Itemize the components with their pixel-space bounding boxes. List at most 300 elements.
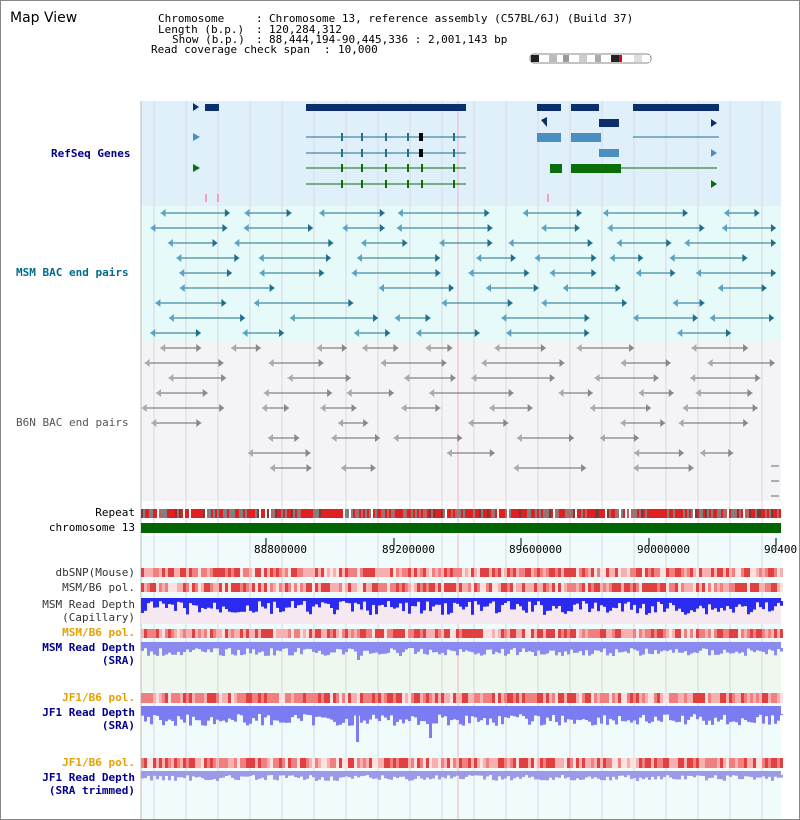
repeat-block xyxy=(635,509,637,518)
pol-mark xyxy=(600,693,603,703)
depth-bar xyxy=(516,648,519,655)
repeat-block xyxy=(477,509,479,518)
depth-bar xyxy=(495,648,498,652)
depth-bar xyxy=(738,601,741,604)
pol-mark xyxy=(498,583,501,592)
depth-bar xyxy=(291,714,294,717)
pol-mark xyxy=(582,758,585,768)
pol-mark xyxy=(618,693,621,703)
depth-bar xyxy=(222,714,225,721)
pol-mark xyxy=(732,629,735,638)
pol-mark xyxy=(228,758,231,768)
dbsnp-mark xyxy=(423,568,426,577)
depth-bar xyxy=(315,775,318,781)
pol-mark xyxy=(771,629,774,638)
dbsnp-mark xyxy=(630,568,633,577)
pol-mark xyxy=(342,758,345,768)
pol-mark xyxy=(273,583,276,592)
depth-bar xyxy=(648,648,651,654)
dbsnp-mark xyxy=(711,568,714,577)
repeat-block xyxy=(365,509,367,518)
gene-exon xyxy=(341,180,343,188)
dbsnp-mark xyxy=(759,568,762,577)
pol-mark xyxy=(627,629,630,638)
depth-bar xyxy=(747,601,750,614)
depth-bar xyxy=(231,775,234,778)
dbsnp-mark xyxy=(645,568,648,577)
depth-bar xyxy=(432,648,435,652)
depth-bar xyxy=(204,648,207,652)
depth-bar xyxy=(195,775,198,777)
repeat-block xyxy=(519,509,521,518)
pol-mark xyxy=(747,758,750,768)
depth-bar xyxy=(168,601,171,604)
dbsnp-mark xyxy=(171,568,174,577)
depth-bar xyxy=(201,601,204,608)
pol-mark xyxy=(504,758,507,768)
repeat-block xyxy=(219,509,221,518)
depth-bar xyxy=(654,714,657,717)
depth-bar xyxy=(621,775,624,776)
pol-mark xyxy=(483,583,486,592)
pol-mark xyxy=(738,629,741,638)
depth-bar xyxy=(177,601,180,602)
repeat-block xyxy=(701,509,703,518)
pol-mark xyxy=(576,583,579,592)
pol-mark xyxy=(516,629,519,638)
depth-bar xyxy=(639,601,642,608)
depth-bar xyxy=(474,714,477,717)
dbsnp-mark xyxy=(507,568,510,577)
depth-bar xyxy=(612,601,615,608)
depth-bar xyxy=(423,648,426,654)
depth-bar xyxy=(453,601,456,603)
depth-bar xyxy=(486,775,489,777)
pol-mark xyxy=(258,758,261,768)
pol-mark xyxy=(486,629,489,638)
depth-bar xyxy=(585,601,588,604)
repeat-block xyxy=(143,509,145,518)
repeat-block xyxy=(263,509,265,518)
depth-bar xyxy=(306,714,309,715)
pol-mark xyxy=(510,693,513,703)
depth-bar xyxy=(312,648,315,652)
depth-bar xyxy=(513,714,516,716)
depth-bar xyxy=(633,714,636,720)
pol-mark xyxy=(282,629,285,638)
pol-mark xyxy=(666,583,669,592)
depth-bar xyxy=(327,648,330,655)
pol-mark xyxy=(750,583,753,592)
depth-bar xyxy=(213,714,216,724)
pol-mark xyxy=(345,629,348,638)
pol-mark xyxy=(750,758,753,768)
pol-mark xyxy=(291,693,294,703)
pol-mark xyxy=(459,693,462,703)
depth-bar xyxy=(342,775,345,777)
depth-bar xyxy=(372,601,375,605)
repeat-block xyxy=(269,509,271,518)
pol-mark xyxy=(378,693,381,703)
dbsnp-mark xyxy=(366,568,369,577)
pol-mark xyxy=(651,758,654,768)
pol-mark xyxy=(684,693,687,703)
depth-bar xyxy=(462,648,465,652)
pol-mark xyxy=(486,583,489,592)
ideogram-band xyxy=(634,55,642,62)
repeat-block xyxy=(267,509,269,518)
dbsnp-mark xyxy=(606,568,609,577)
depth-bar xyxy=(264,714,267,717)
depth-bar xyxy=(267,601,270,603)
depth-bar xyxy=(573,648,576,653)
depth-bar xyxy=(768,714,771,725)
pol-mark xyxy=(750,629,753,638)
pol-mark xyxy=(693,583,696,592)
depth-bar xyxy=(669,714,672,720)
pol-mark xyxy=(288,629,291,638)
dbsnp-mark xyxy=(234,568,237,577)
pol-mark xyxy=(531,693,534,703)
depth-bar xyxy=(213,601,216,603)
depth-bar xyxy=(384,648,387,654)
pol-mark xyxy=(675,758,678,768)
pol-mark xyxy=(567,693,570,703)
depth-bar xyxy=(447,714,450,725)
dbsnp-mark xyxy=(405,568,408,577)
pol-mark xyxy=(609,629,612,638)
depth-bar xyxy=(702,601,705,608)
pol-mark xyxy=(636,693,639,703)
pol-mark xyxy=(555,583,558,592)
depth-bar xyxy=(216,775,219,781)
pol-mark xyxy=(660,693,663,703)
dbsnp-mark xyxy=(738,568,741,577)
pol-mark xyxy=(441,693,444,703)
depth-bar xyxy=(465,714,468,716)
depth-bar xyxy=(654,775,657,779)
pol-mark xyxy=(360,758,363,768)
depth-bar xyxy=(324,714,327,718)
pol-mark xyxy=(393,693,396,703)
depth-bar xyxy=(720,601,723,608)
pol-mark xyxy=(357,583,360,592)
repeat-block xyxy=(277,509,279,518)
repeat-block xyxy=(201,509,203,518)
dbsnp-mark xyxy=(687,568,690,577)
dbsnp-mark xyxy=(744,568,747,577)
depth-bar xyxy=(531,601,534,612)
depth-bar xyxy=(408,601,411,614)
depth-bar xyxy=(405,648,408,649)
pol-mark xyxy=(342,693,345,703)
depth-bar xyxy=(699,714,702,717)
jf1-read-depth-sra-label: JF1 Read Depth xyxy=(42,706,135,719)
pol-mark xyxy=(429,693,432,703)
repeat-block xyxy=(305,509,307,518)
dbsnp-mark xyxy=(291,568,294,577)
pol-mark xyxy=(393,629,396,638)
repeat-block xyxy=(763,509,765,518)
depth-base xyxy=(141,706,781,714)
pol-mark xyxy=(603,583,606,592)
depth-bar xyxy=(741,601,744,607)
dbsnp-mark xyxy=(588,568,591,577)
depth-bar xyxy=(570,775,573,780)
pol-mark xyxy=(468,629,471,638)
pol-mark xyxy=(774,758,777,768)
depth-bar xyxy=(330,714,333,720)
repeat-block xyxy=(161,509,163,518)
pol-mark xyxy=(756,583,759,592)
gene-exon xyxy=(385,164,387,172)
depth-bar xyxy=(597,775,600,779)
pol-mark xyxy=(672,629,675,638)
pol-mark xyxy=(579,583,582,592)
depth-bar xyxy=(594,601,597,603)
depth-bar xyxy=(360,775,363,776)
axis-tick-label: 90000000 xyxy=(637,543,690,556)
pol-mark xyxy=(270,758,273,768)
depth-bar xyxy=(606,601,609,613)
pol-mark xyxy=(684,583,687,592)
pol-mark xyxy=(369,583,372,592)
depth-bar xyxy=(273,714,276,720)
pol-mark xyxy=(627,583,630,592)
depth-bar xyxy=(552,648,555,651)
repeat-block xyxy=(431,509,433,518)
coverage-label: Read coverage check span xyxy=(151,43,310,56)
gene-feature xyxy=(205,104,219,111)
pol-mark xyxy=(225,583,228,592)
depth-bar xyxy=(291,648,294,655)
pol-mark xyxy=(321,693,324,703)
pol-mark xyxy=(405,629,408,638)
pol-mark xyxy=(330,758,333,768)
pol-mark xyxy=(372,629,375,638)
pol-mark xyxy=(594,758,597,768)
pol-mark xyxy=(450,583,453,592)
depth-bar xyxy=(219,775,222,778)
repeat-block xyxy=(335,509,337,518)
repeat-block xyxy=(311,509,313,518)
pol-mark xyxy=(324,583,327,592)
pol-mark xyxy=(663,583,666,592)
pol-mark xyxy=(363,693,366,703)
pol-mark xyxy=(306,693,309,703)
pol-mark xyxy=(543,693,546,703)
pol-mark xyxy=(309,583,312,592)
dbsnp-mark xyxy=(555,568,558,577)
depth-bar xyxy=(711,714,714,725)
pol-mark xyxy=(147,758,150,768)
pol-mark xyxy=(486,693,489,703)
pol-mark xyxy=(744,583,747,592)
axis-tick-label: 90400 xyxy=(764,543,798,556)
pol-mark xyxy=(516,693,519,703)
repeat-block xyxy=(359,509,361,518)
depth-bar xyxy=(219,648,222,655)
depth-bar xyxy=(198,601,201,612)
pol-mark xyxy=(711,693,714,703)
pol-mark xyxy=(753,693,756,703)
gene-feature xyxy=(550,164,562,173)
depth-bar xyxy=(168,714,171,720)
pol-mark xyxy=(315,693,318,703)
pol-mark xyxy=(651,583,654,592)
depth-bar xyxy=(642,601,645,604)
depth-bar xyxy=(288,714,291,723)
depth-bar xyxy=(357,775,360,777)
depth-bar xyxy=(657,648,660,654)
pol-mark xyxy=(396,758,399,768)
depth-bar xyxy=(741,648,744,652)
depth-bar xyxy=(759,714,762,715)
pol-mark xyxy=(609,758,612,768)
depth-bar xyxy=(762,714,765,724)
dbsnp-mark xyxy=(621,568,624,577)
repeat-block xyxy=(313,509,315,518)
pol-mark xyxy=(465,758,468,768)
repeat-block xyxy=(417,509,419,518)
pol-mark xyxy=(234,583,237,592)
pol-mark xyxy=(672,693,675,703)
depth-bar xyxy=(315,648,318,653)
pol-mark xyxy=(624,758,627,768)
depth-bar xyxy=(225,648,228,649)
depth-bar xyxy=(294,648,297,652)
depth-bar xyxy=(564,714,567,722)
pol-mark xyxy=(741,693,744,703)
depth-bar xyxy=(255,601,258,612)
depth-bar xyxy=(183,775,186,778)
depth-bar xyxy=(765,601,768,602)
dbsnp-mark xyxy=(225,568,228,577)
depth-bar xyxy=(651,714,654,722)
depth-bar xyxy=(705,775,708,780)
repeat-block xyxy=(433,509,435,518)
depth-bar xyxy=(177,714,180,716)
dbsnp-mark xyxy=(354,568,357,577)
repeat-block xyxy=(447,509,449,518)
pol-mark xyxy=(726,629,729,638)
pol-mark xyxy=(750,693,753,703)
pol-mark xyxy=(183,758,186,768)
dbsnp-mark xyxy=(165,568,168,577)
pol-mark xyxy=(753,583,756,592)
repeat-block xyxy=(739,509,741,518)
repeat-block xyxy=(265,509,267,518)
depth-bar xyxy=(717,714,720,722)
repeat-block xyxy=(557,509,559,518)
dbsnp-mark xyxy=(255,568,258,577)
pol-mark xyxy=(525,758,528,768)
depth-bar xyxy=(414,648,417,654)
repeat-block xyxy=(403,509,405,518)
pol-mark xyxy=(318,693,321,703)
depth-bar xyxy=(681,601,684,612)
pol-mark xyxy=(435,629,438,638)
repeat-block xyxy=(513,509,515,518)
pol-mark xyxy=(219,758,222,768)
depth-bar xyxy=(654,601,657,612)
depth-bar xyxy=(441,775,444,777)
dbsnp-mark xyxy=(504,568,507,577)
depth-bar xyxy=(222,775,225,778)
pol-mark xyxy=(360,693,363,703)
depth-bar xyxy=(765,775,768,779)
pol-mark xyxy=(582,583,585,592)
pol-mark xyxy=(735,583,738,592)
depth-bar xyxy=(546,714,549,718)
depth-bar xyxy=(759,648,762,651)
pol-mark xyxy=(312,758,315,768)
dbsnp-mark xyxy=(411,568,414,577)
dbsnp-mark xyxy=(462,568,465,577)
pol-mark xyxy=(621,629,624,638)
depth-bar xyxy=(669,601,672,603)
dbsnp-mark xyxy=(663,568,666,577)
pol-mark xyxy=(561,693,564,703)
pol-mark xyxy=(522,693,525,703)
depth-bar xyxy=(507,775,510,776)
dbsnp-mark xyxy=(309,568,312,577)
depth-bar xyxy=(690,775,693,776)
jf1-b6-pol-label-1: JF1/B6 pol. xyxy=(62,691,135,704)
pol-mark xyxy=(765,583,768,592)
pol-mark xyxy=(246,758,249,768)
dbsnp-mark xyxy=(546,568,549,577)
pol-mark xyxy=(447,693,450,703)
repeat-block xyxy=(743,509,745,518)
pol-mark xyxy=(300,629,303,638)
repeat-block xyxy=(663,509,665,518)
pol-mark xyxy=(480,629,483,638)
dbsnp-mark xyxy=(651,568,654,577)
msm-read-depth-capillary-label: MSM Read Depth xyxy=(42,598,135,611)
depth-base xyxy=(141,771,781,775)
pol-mark xyxy=(195,583,198,592)
depth-bar xyxy=(408,714,411,721)
pol-mark xyxy=(648,693,651,703)
pol-mark xyxy=(468,583,471,592)
pol-mark xyxy=(699,629,702,638)
depth-bar xyxy=(522,775,525,777)
depth-bar xyxy=(771,714,774,715)
b6n-bac-label: B6N BAC end pairs xyxy=(16,416,129,429)
pol-mark xyxy=(684,629,687,638)
depth-bar xyxy=(606,775,609,777)
repeat-block xyxy=(689,509,691,518)
dbsnp-mark xyxy=(735,568,738,577)
depth-bar xyxy=(525,714,528,719)
depth-bar xyxy=(777,714,780,721)
depth-bar xyxy=(144,775,147,778)
pol-mark xyxy=(603,693,606,703)
dbsnp-mark xyxy=(480,568,483,577)
pol-mark xyxy=(186,758,189,768)
depth-bar xyxy=(243,648,246,654)
pol-mark xyxy=(618,629,621,638)
pol-mark xyxy=(180,583,183,592)
depth-bar xyxy=(729,601,732,609)
dbsnp-mark xyxy=(729,568,732,577)
pol-mark xyxy=(222,629,225,638)
pol-mark xyxy=(756,758,759,768)
depth-bar xyxy=(600,648,603,652)
pol-mark xyxy=(351,693,354,703)
depth-bar xyxy=(759,601,762,607)
